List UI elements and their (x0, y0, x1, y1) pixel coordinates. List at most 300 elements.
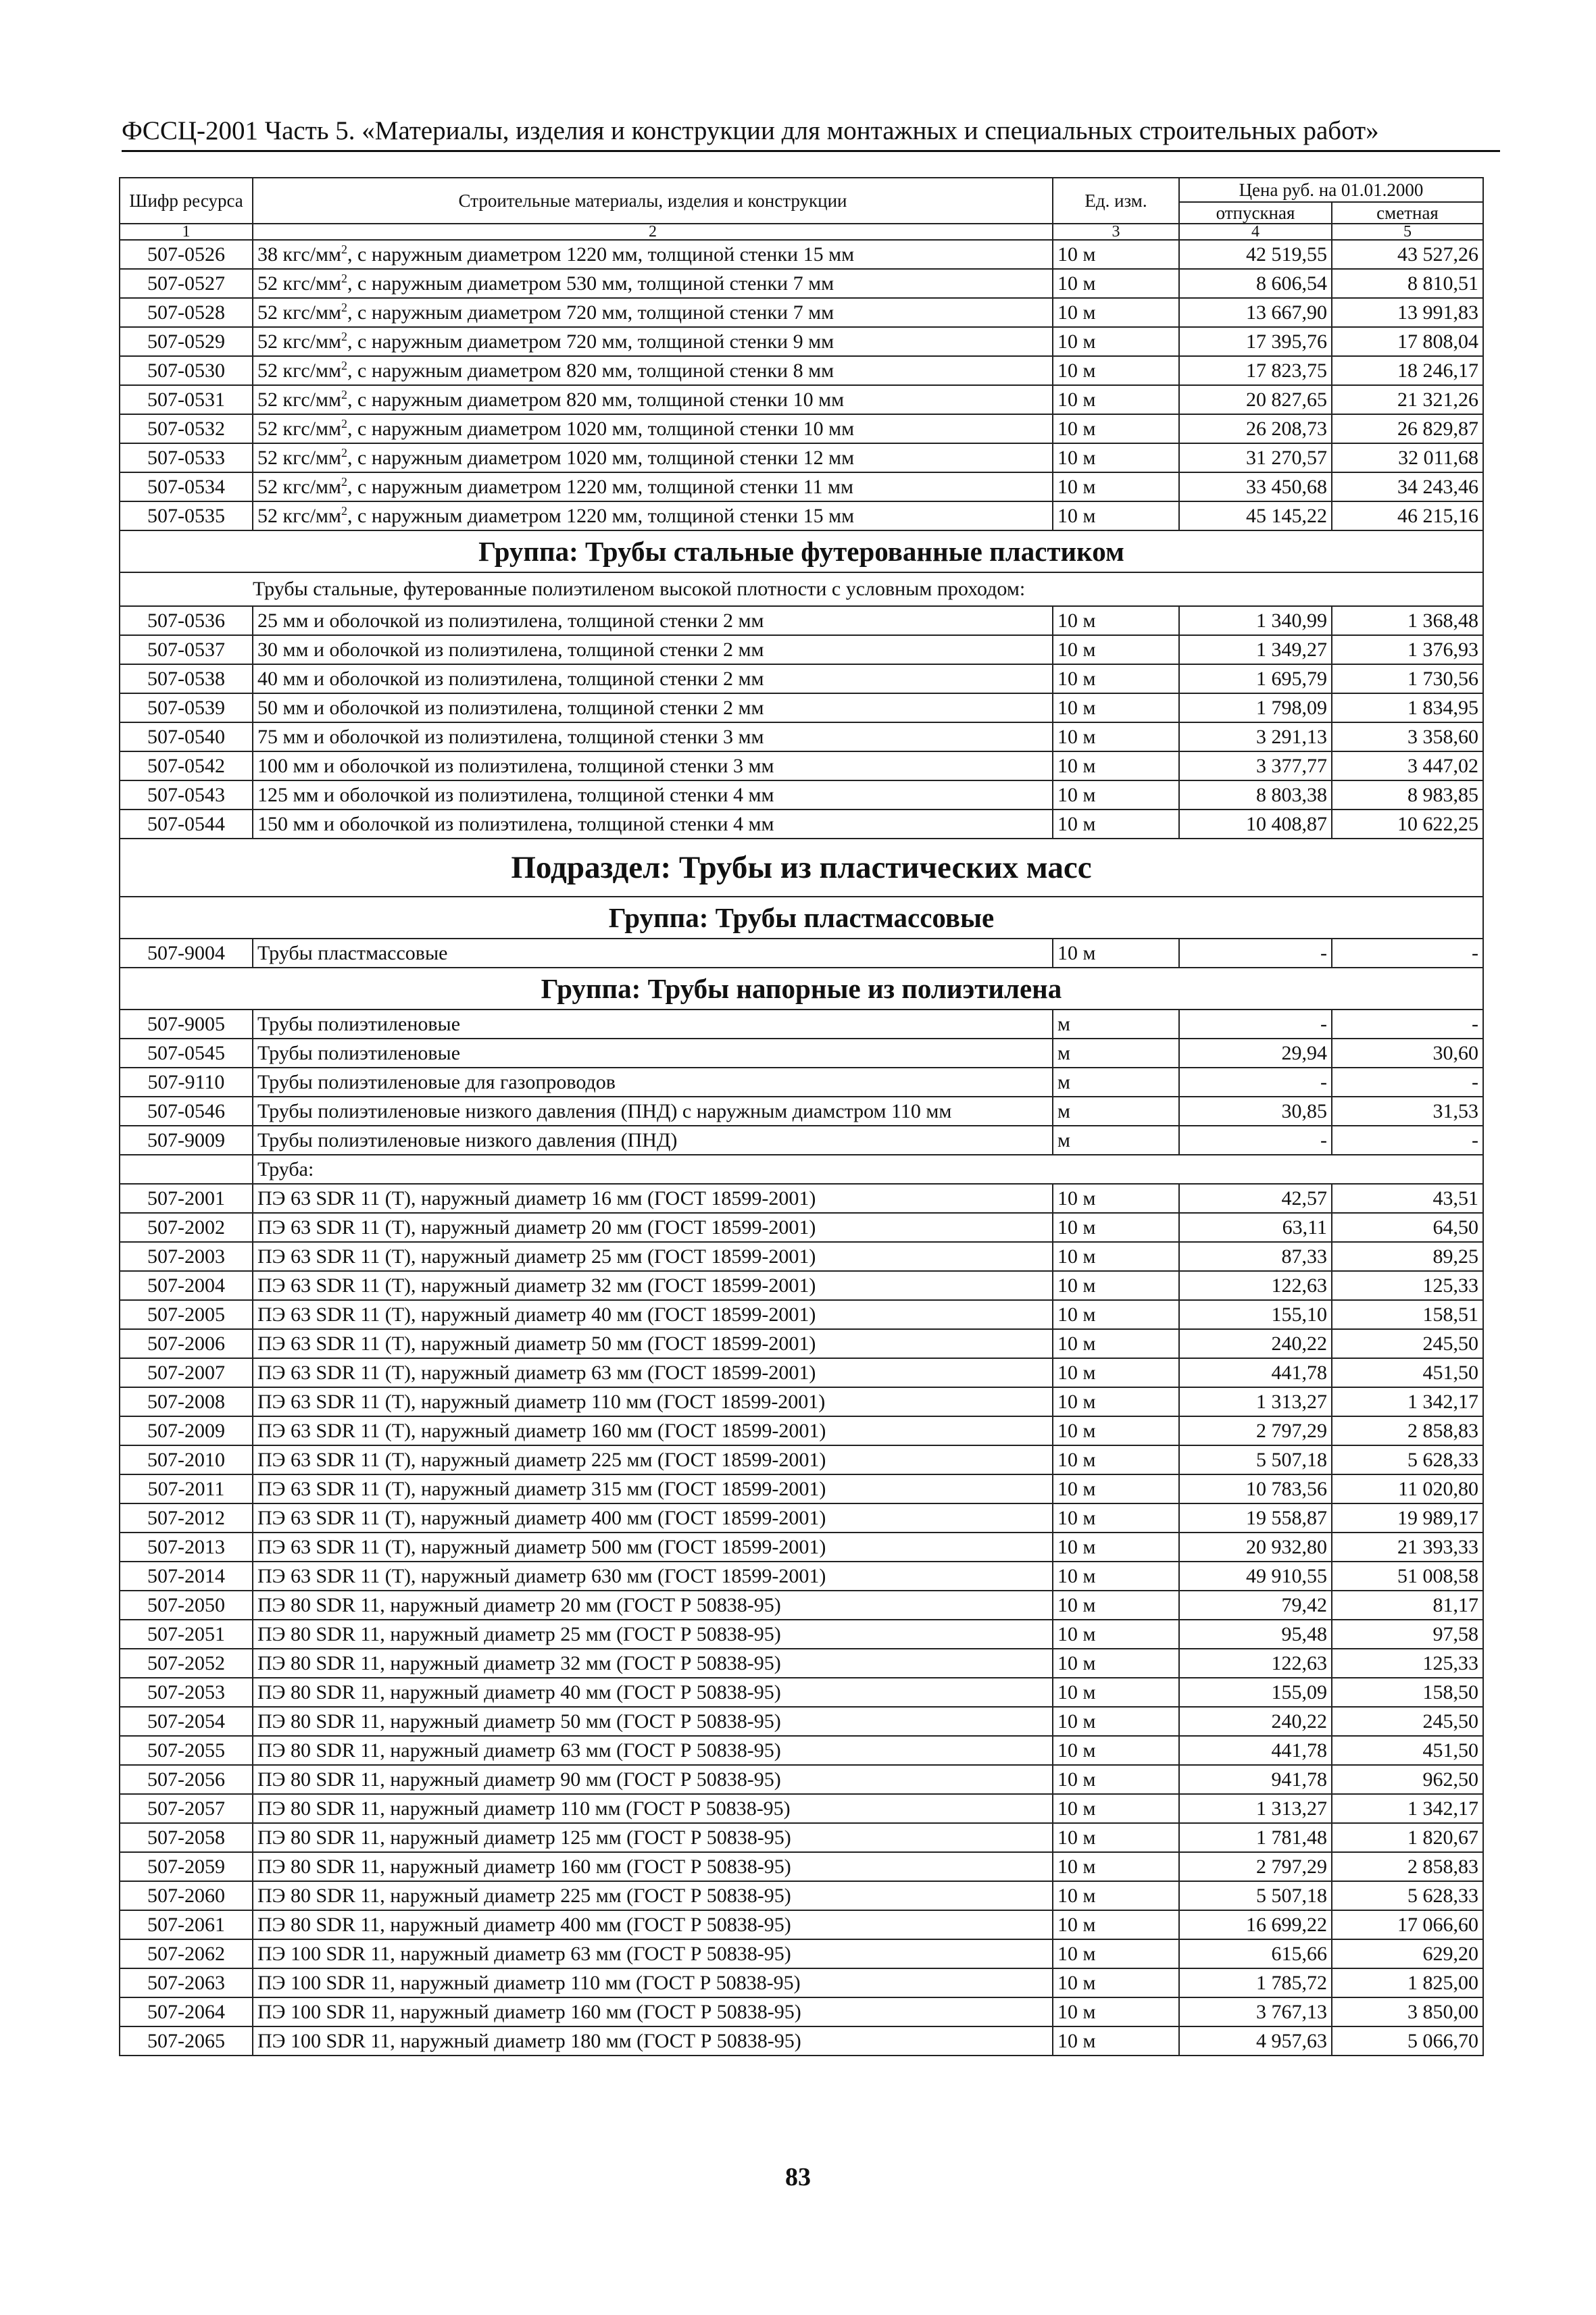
resource-name: ПЭ 63 SDR 11 (T), наружный диаметр 16 мм (ГОСТ 18599-2001) (253, 1184, 1053, 1213)
estimate-price: 629,20 (1332, 1939, 1483, 1968)
estimate-price: 1 368,48 (1332, 606, 1483, 635)
table-row (120, 751, 1483, 780)
resource-code: 507-9005 (120, 1010, 253, 1039)
table-row (120, 1039, 1483, 1068)
resource-name: ПЭ 100 SDR 11, наружный диаметр 63 мм (ГОСТ Р 50838-95) (253, 1939, 1053, 1968)
resource-name: 25 мм и оболочкой из полиэтилена, толщиной стенки 2 мм (253, 606, 1053, 635)
resource-name-suffix: , с наружным диаметром 1020 мм, толщиной стенки 12 мм (347, 446, 855, 469)
resource-name: ПЭ 63 SDR 11 (T), наружный диаметр 40 мм (ГОСТ 18599-2001) (253, 1300, 1053, 1329)
group-heading: Группа: Трубы стальные футерованные пластиком (120, 530, 1483, 572)
table-row (120, 1968, 1483, 1997)
release-price: 240,22 (1179, 1707, 1332, 1736)
release-price: 87,33 (1179, 1242, 1332, 1271)
unit-cell: 10 м (1053, 385, 1179, 414)
resource-name: ПЭ 63 SDR 11 (T), наружный диаметр 20 мм (ГОСТ 18599-2001) (253, 1213, 1053, 1242)
unit-cell: 10 м (1053, 1329, 1179, 1358)
group-heading: Группа: Трубы пластмассовые (120, 897, 1483, 939)
release-price: 441,78 (1179, 1736, 1332, 1765)
resource-code: 507-0531 (120, 385, 253, 414)
superscript: 2 (341, 358, 347, 372)
resource-name: ПЭ 80 SDR 11, наружный диаметр 225 мм (ГОСТ Р 50838-95) (253, 1881, 1053, 1910)
unit-cell: 10 м (1053, 1765, 1179, 1794)
unit-cell: 10 м (1053, 356, 1179, 385)
resource-name (253, 385, 1053, 414)
column-header-unit: Ед. изм. (1053, 178, 1179, 224)
unit-cell: м (1053, 1068, 1179, 1097)
resource-name: ПЭ 80 SDR 11, наружный диаметр 63 мм (ГОСТ Р 50838-95) (253, 1736, 1053, 1765)
table-row (120, 1474, 1483, 1503)
unit-cell: 10 м (1053, 1416, 1179, 1445)
table-row (120, 1445, 1483, 1474)
empty-cell (120, 1155, 253, 1184)
group-heading-row (120, 530, 1483, 572)
estimate-price: 125,33 (1332, 1271, 1483, 1300)
release-price: 31 270,57 (1179, 443, 1332, 472)
table-row (120, 1736, 1483, 1765)
resource-code: 507-2006 (120, 1329, 253, 1358)
release-price: 122,63 (1179, 1649, 1332, 1678)
resource-name: ПЭ 63 SDR 11 (T), наружный диаметр 110 мм (ГОСТ 18599-2001) (253, 1387, 1053, 1416)
resource-name-prefix: 52 кгс/мм (257, 272, 341, 295)
unit-cell: 10 м (1053, 1591, 1179, 1620)
release-price: 17 395,76 (1179, 327, 1332, 356)
estimate-price: 5 066,70 (1332, 2026, 1483, 2056)
unit-cell: 10 м (1053, 1707, 1179, 1736)
resource-code: 507-2010 (120, 1445, 253, 1474)
table-row (120, 1591, 1483, 1620)
estimate-price: 21 393,33 (1332, 1533, 1483, 1562)
unit-cell: м (1053, 1039, 1179, 1068)
resource-name-suffix: , с наружным диаметром 820 мм, толщиной стенки 10 мм (347, 388, 845, 411)
table-row (120, 1910, 1483, 1939)
table-row (120, 1562, 1483, 1591)
table-row (120, 664, 1483, 693)
page-header: ФССЦ-2001 Часть 5. «Материалы, изделия и конструкции для монтажных и специальных строительных работ» (122, 115, 1500, 152)
resource-code: 507-2065 (120, 2026, 253, 2056)
resource-name (253, 240, 1053, 269)
pipe-label: Труба: (253, 1155, 1483, 1184)
resource-code: 507-2057 (120, 1794, 253, 1823)
unit-cell: 10 м (1053, 1794, 1179, 1823)
resource-name: Трубы полиэтиленовые низкого давления (ПНД) (253, 1126, 1053, 1155)
release-price: - (1179, 1126, 1332, 1155)
resource-name: ПЭ 100 SDR 11, наружный диаметр 180 мм (ГОСТ Р 50838-95) (253, 2026, 1053, 2056)
table-row (120, 1620, 1483, 1649)
estimate-price: 34 243,46 (1332, 472, 1483, 501)
superscript: 2 (341, 271, 347, 285)
estimate-price: 1 834,95 (1332, 693, 1483, 722)
estimate-price: 158,50 (1332, 1678, 1483, 1707)
superscript: 2 (341, 300, 347, 314)
resource-code: 507-2003 (120, 1242, 253, 1271)
release-price: 79,42 (1179, 1591, 1332, 1620)
estimate-price: 245,50 (1332, 1329, 1483, 1358)
unit-cell: 10 м (1053, 269, 1179, 298)
unit-cell: м (1053, 1010, 1179, 1039)
table-row (120, 1881, 1483, 1910)
release-price: 29,94 (1179, 1039, 1332, 1068)
unit-cell: 10 м (1053, 1910, 1179, 1939)
release-price: 26 208,73 (1179, 414, 1332, 443)
estimate-price: 81,17 (1332, 1591, 1483, 1620)
table-row (120, 1387, 1483, 1416)
resource-code: 507-0533 (120, 443, 253, 472)
resource-code: 507-2013 (120, 1533, 253, 1562)
resource-code: 507-2008 (120, 1387, 253, 1416)
resource-code: 507-2059 (120, 1852, 253, 1881)
resource-code: 507-2062 (120, 1939, 253, 1968)
release-price: 3 377,77 (1179, 751, 1332, 780)
table-row (120, 1503, 1483, 1533)
unit-cell: 10 м (1053, 1358, 1179, 1387)
table-row (120, 810, 1483, 839)
unit-cell: м (1053, 1126, 1179, 1155)
estimate-price: 17 066,60 (1332, 1910, 1483, 1939)
pipe-label-row (120, 1155, 1483, 1184)
resource-code: 507-2056 (120, 1765, 253, 1794)
column-header-price: Цена руб. на 01.01.2000 (1179, 178, 1483, 202)
column-number: 4 (1179, 224, 1332, 240)
unit-cell: 10 м (1053, 1823, 1179, 1852)
release-price: 3 291,13 (1179, 722, 1332, 751)
resource-code: 507-2004 (120, 1271, 253, 1300)
resource-name: 125 мм и оболочкой из полиэтилена, толщиной стенки 4 мм (253, 780, 1053, 810)
resource-name (253, 443, 1053, 472)
estimate-price: 3 447,02 (1332, 751, 1483, 780)
release-price: 1 785,72 (1179, 1968, 1332, 1997)
unit-cell: 10 м (1053, 664, 1179, 693)
estimate-price: 1 820,67 (1332, 1823, 1483, 1852)
table-row (120, 1939, 1483, 1968)
resource-code: 507-0526 (120, 240, 253, 269)
resource-name-prefix: 52 кгс/мм (257, 301, 341, 324)
table-row (120, 1358, 1483, 1387)
unit-cell: 10 м (1053, 1474, 1179, 1503)
unit-cell: 10 м (1053, 1736, 1179, 1765)
release-price: 2 797,29 (1179, 1852, 1332, 1881)
release-price: - (1179, 1068, 1332, 1097)
group-heading-row (120, 897, 1483, 939)
resource-code: 507-0527 (120, 269, 253, 298)
resource-name-suffix: , с наружным диаметром 820 мм, толщиной стенки 8 мм (347, 359, 834, 382)
unit-cell: 10 м (1053, 1968, 1179, 1997)
table-row (120, 1649, 1483, 1678)
release-price: 19 558,87 (1179, 1503, 1332, 1533)
unit-cell: 10 м (1053, 1533, 1179, 1562)
table-body (120, 240, 1483, 2056)
resource-code: 507-2005 (120, 1300, 253, 1329)
estimate-price: 89,25 (1332, 1242, 1483, 1271)
release-price: 441,78 (1179, 1358, 1332, 1387)
resource-code: 507-2064 (120, 1997, 253, 2026)
unit-cell: 10 м (1053, 1649, 1179, 1678)
resource-code: 507-2050 (120, 1591, 253, 1620)
subsection-heading-row (120, 839, 1483, 897)
unit-cell: 10 м (1053, 501, 1179, 530)
release-price: 240,22 (1179, 1329, 1332, 1358)
estimate-price: 8 810,51 (1332, 269, 1483, 298)
resource-code: 507-0540 (120, 722, 253, 751)
release-price: 1 781,48 (1179, 1823, 1332, 1852)
unit-cell: 10 м (1053, 1300, 1179, 1329)
resource-code: 507-9009 (120, 1126, 253, 1155)
estimate-price: 158,51 (1332, 1300, 1483, 1329)
resource-code: 507-9110 (120, 1068, 253, 1097)
estimate-price: 3 358,60 (1332, 722, 1483, 751)
resource-code: 507-0539 (120, 693, 253, 722)
table-row (120, 1242, 1483, 1271)
unit-cell: 10 м (1053, 606, 1179, 635)
release-price: 1 313,27 (1179, 1387, 1332, 1416)
release-price: 941,78 (1179, 1765, 1332, 1794)
resource-code: 507-2063 (120, 1968, 253, 1997)
release-price: 615,66 (1179, 1939, 1332, 1968)
estimate-price: 1 730,56 (1332, 664, 1483, 693)
resource-name (253, 269, 1053, 298)
release-price: 10 408,87 (1179, 810, 1332, 839)
price-table (119, 177, 1484, 2056)
resource-code: 507-2061 (120, 1910, 253, 1939)
resource-code: 507-2052 (120, 1649, 253, 1678)
release-price: 5 507,18 (1179, 1445, 1332, 1474)
resource-name (253, 472, 1053, 501)
release-price: 20 827,65 (1179, 385, 1332, 414)
unit-cell: 10 м (1053, 414, 1179, 443)
release-price: 155,09 (1179, 1678, 1332, 1707)
release-price: 8 803,38 (1179, 780, 1332, 810)
resource-name: ПЭ 80 SDR 11, наружный диаметр 40 мм (ГОСТ Р 50838-95) (253, 1678, 1053, 1707)
superscript: 2 (341, 387, 347, 401)
resource-name: ПЭ 80 SDR 11, наружный диаметр 125 мм (ГОСТ Р 50838-95) (253, 1823, 1053, 1852)
resource-code: 507-2011 (120, 1474, 253, 1503)
resource-code: 507-2055 (120, 1736, 253, 1765)
resource-code: 507-0535 (120, 501, 253, 530)
resource-name-suffix: , с наружным диаметром 530 мм, толщиной стенки 7 мм (347, 272, 834, 295)
resource-name-prefix: 52 кгс/мм (257, 330, 341, 353)
table-row (120, 1707, 1483, 1736)
estimate-price: 32 011,68 (1332, 443, 1483, 472)
resource-name-suffix: , с наружным диаметром 720 мм, толщиной стенки 9 мм (347, 330, 834, 353)
estimate-price: - (1332, 1068, 1483, 1097)
estimate-price: 2 858,83 (1332, 1852, 1483, 1881)
resource-name-prefix: 52 кгс/мм (257, 417, 341, 440)
release-price: 42 519,55 (1179, 240, 1332, 269)
release-price: 3 767,13 (1179, 1997, 1332, 2026)
table-row (120, 635, 1483, 664)
table-row (120, 1010, 1483, 1039)
release-price: - (1179, 939, 1332, 968)
estimate-price: 64,50 (1332, 1213, 1483, 1242)
unit-cell: 10 м (1053, 1445, 1179, 1474)
resource-name: Трубы полиэтиленовые (253, 1010, 1053, 1039)
resource-name: ПЭ 80 SDR 11, наружный диаметр 50 мм (ГОСТ Р 50838-95) (253, 1707, 1053, 1736)
estimate-price: 5 628,33 (1332, 1881, 1483, 1910)
resource-code: 507-0544 (120, 810, 253, 839)
resource-name (253, 356, 1053, 385)
resource-name: Трубы пластмассовые (253, 939, 1053, 968)
resource-code: 507-2002 (120, 1213, 253, 1242)
unit-cell: 10 м (1053, 1387, 1179, 1416)
release-price: 30,85 (1179, 1097, 1332, 1126)
table-row (120, 240, 1483, 269)
table-header-row (120, 178, 1483, 202)
release-price: 33 450,68 (1179, 472, 1332, 501)
resource-name: ПЭ 63 SDR 11 (T), наружный диаметр 225 мм (ГОСТ 18599-2001) (253, 1445, 1053, 1474)
resource-name: ПЭ 80 SDR 11, наружный диаметр 25 мм (ГОСТ Р 50838-95) (253, 1620, 1053, 1649)
estimate-price: 1 342,17 (1332, 1794, 1483, 1823)
group-note: Трубы стальные, футерованные полиэтиленом высокой плотности с условным проходом: (120, 572, 1483, 606)
unit-cell: 10 м (1053, 693, 1179, 722)
resource-name: ПЭ 100 SDR 11, наружный диаметр 110 мм (ГОСТ Р 50838-95) (253, 1968, 1053, 1997)
table-row (120, 939, 1483, 968)
table-row (120, 1068, 1483, 1097)
resource-name: ПЭ 80 SDR 11, наружный диаметр 400 мм (ГОСТ Р 50838-95) (253, 1910, 1053, 1939)
estimate-price: 3 850,00 (1332, 1997, 1483, 2026)
unit-cell: 10 м (1053, 327, 1179, 356)
resource-name-suffix: , с наружным диаметром 720 мм, толщиной стенки 7 мм (347, 301, 834, 324)
page-number: 83 (785, 2163, 811, 2191)
estimate-price: 451,50 (1332, 1358, 1483, 1387)
estimate-price: - (1332, 1126, 1483, 1155)
unit-cell: 10 м (1053, 240, 1179, 269)
estimate-price: 1 376,93 (1332, 635, 1483, 664)
table-row (120, 1271, 1483, 1300)
column-number-row (120, 224, 1483, 240)
table-row (120, 1126, 1483, 1155)
resource-code: 507-0530 (120, 356, 253, 385)
resource-code: 507-2060 (120, 1881, 253, 1910)
estimate-price: 43 527,26 (1332, 240, 1483, 269)
column-number: 2 (253, 224, 1053, 240)
table-row (120, 1300, 1483, 1329)
estimate-price: 30,60 (1332, 1039, 1483, 1068)
release-price: 1 340,99 (1179, 606, 1332, 635)
superscript: 2 (341, 445, 347, 459)
release-price: 1 349,27 (1179, 635, 1332, 664)
resource-name: ПЭ 80 SDR 11, наружный диаметр 90 мм (ГОСТ Р 50838-95) (253, 1765, 1053, 1794)
unit-cell: 10 м (1053, 1881, 1179, 1910)
unit-cell: м (1053, 1097, 1179, 1126)
resource-name: 75 мм и оболочкой из полиэтилена, толщиной стенки 3 мм (253, 722, 1053, 751)
table-row (120, 606, 1483, 635)
resource-code: 507-0546 (120, 1097, 253, 1126)
resource-name: ПЭ 63 SDR 11 (T), наружный диаметр 63 мм (ГОСТ 18599-2001) (253, 1358, 1053, 1387)
release-price: 155,10 (1179, 1300, 1332, 1329)
table-row (120, 1852, 1483, 1881)
resource-name: ПЭ 63 SDR 11 (T), наружный диаметр 160 мм (ГОСТ 18599-2001) (253, 1416, 1053, 1445)
release-price: 1 798,09 (1179, 693, 1332, 722)
table-row (120, 356, 1483, 385)
unit-cell: 10 м (1053, 472, 1179, 501)
resource-name-prefix: 52 кгс/мм (257, 359, 341, 382)
unit-cell: 10 м (1053, 1997, 1179, 2026)
resource-code: 507-2058 (120, 1823, 253, 1852)
release-price: 45 145,22 (1179, 501, 1332, 530)
estimate-price: 31,53 (1332, 1097, 1483, 1126)
resource-code: 507-2009 (120, 1416, 253, 1445)
release-price: 20 932,80 (1179, 1533, 1332, 1562)
group-heading-row (120, 968, 1483, 1010)
estimate-price: 962,50 (1332, 1765, 1483, 1794)
estimate-price: 1 825,00 (1332, 1968, 1483, 1997)
resource-name-prefix: 52 кгс/мм (257, 504, 341, 527)
estimate-price: 97,58 (1332, 1620, 1483, 1649)
column-number: 1 (120, 224, 253, 240)
table-row (120, 780, 1483, 810)
resource-name: ПЭ 63 SDR 11 (T), наружный диаметр 50 мм (ГОСТ 18599-2001) (253, 1329, 1053, 1358)
resource-name: 40 мм и оболочкой из полиэтилена, толщиной стенки 2 мм (253, 664, 1053, 693)
table-row (120, 1213, 1483, 1242)
unit-cell: 10 м (1053, 1939, 1179, 1968)
resource-code: 507-0536 (120, 606, 253, 635)
resource-code: 507-2051 (120, 1620, 253, 1649)
column-number: 5 (1332, 224, 1483, 240)
release-price: 4 957,63 (1179, 2026, 1332, 2056)
table-row (120, 2026, 1483, 2056)
resource-name (253, 501, 1053, 530)
unit-cell: 10 м (1053, 810, 1179, 839)
estimate-price: 10 622,25 (1332, 810, 1483, 839)
release-price: 63,11 (1179, 1213, 1332, 1242)
table-row (120, 443, 1483, 472)
resource-code: 507-0532 (120, 414, 253, 443)
unit-cell: 10 м (1053, 1271, 1179, 1300)
group-heading: Группа: Трубы напорные из полиэтилена (120, 968, 1483, 1010)
release-price: 8 606,54 (1179, 269, 1332, 298)
table-row (120, 1997, 1483, 2026)
table-row (120, 1794, 1483, 1823)
estimate-price: 19 989,17 (1332, 1503, 1483, 1533)
table-row (120, 385, 1483, 414)
resource-name: 50 мм и оболочкой из полиэтилена, толщиной стенки 2 мм (253, 693, 1053, 722)
resource-name (253, 327, 1053, 356)
unit-cell: 10 м (1053, 443, 1179, 472)
table-row (120, 327, 1483, 356)
unit-cell: 10 м (1053, 1620, 1179, 1649)
resource-name-suffix: , с наружным диаметром 1020 мм, толщиной стенки 10 мм (347, 417, 855, 440)
resource-name-suffix: , с наружным диаметром 1220 мм, толщиной стенки 15 мм (347, 243, 855, 266)
estimate-price: 451,50 (1332, 1736, 1483, 1765)
column-header-name: Строительные материалы, изделия и конструкции (253, 178, 1053, 224)
unit-cell: 10 м (1053, 1503, 1179, 1533)
resource-name: ПЭ 80 SDR 11, наружный диаметр 32 мм (ГОСТ Р 50838-95) (253, 1649, 1053, 1678)
resource-name: Трубы полиэтиленовые (253, 1039, 1053, 1068)
resource-code: 507-2007 (120, 1358, 253, 1387)
resource-code: 507-0529 (120, 327, 253, 356)
estimate-price: 8 983,85 (1332, 780, 1483, 810)
resource-name: Трубы полиэтиленовые для газопроводов (253, 1068, 1053, 1097)
table-row (120, 1097, 1483, 1126)
table-row (120, 693, 1483, 722)
resource-name: ПЭ 100 SDR 11, наружный диаметр 160 мм (ГОСТ Р 50838-95) (253, 1997, 1053, 2026)
resource-name: ПЭ 63 SDR 11 (T), наружный диаметр 25 мм (ГОСТ 18599-2001) (253, 1242, 1053, 1271)
resource-code: 507-0545 (120, 1039, 253, 1068)
resource-name (253, 298, 1053, 327)
table-row (120, 269, 1483, 298)
unit-cell: 10 м (1053, 780, 1179, 810)
table-row (120, 1184, 1483, 1213)
subsection-heading: Подраздел: Трубы из пластических масс (120, 839, 1483, 897)
estimate-price: - (1332, 1010, 1483, 1039)
resource-name: Трубы полиэтиленовые низкого давления (ПНД) с наружным диамстром 110 мм (253, 1097, 1053, 1126)
unit-cell: 10 м (1053, 298, 1179, 327)
table-row (120, 414, 1483, 443)
release-price: 17 823,75 (1179, 356, 1332, 385)
group-note-row (120, 572, 1483, 606)
resource-name: ПЭ 63 SDR 11 (T), наружный диаметр 315 мм (ГОСТ 18599-2001) (253, 1474, 1053, 1503)
release-price: 49 910,55 (1179, 1562, 1332, 1591)
resource-name-suffix: , с наружным диаметром 1220 мм, толщиной стенки 11 мм (347, 475, 853, 498)
